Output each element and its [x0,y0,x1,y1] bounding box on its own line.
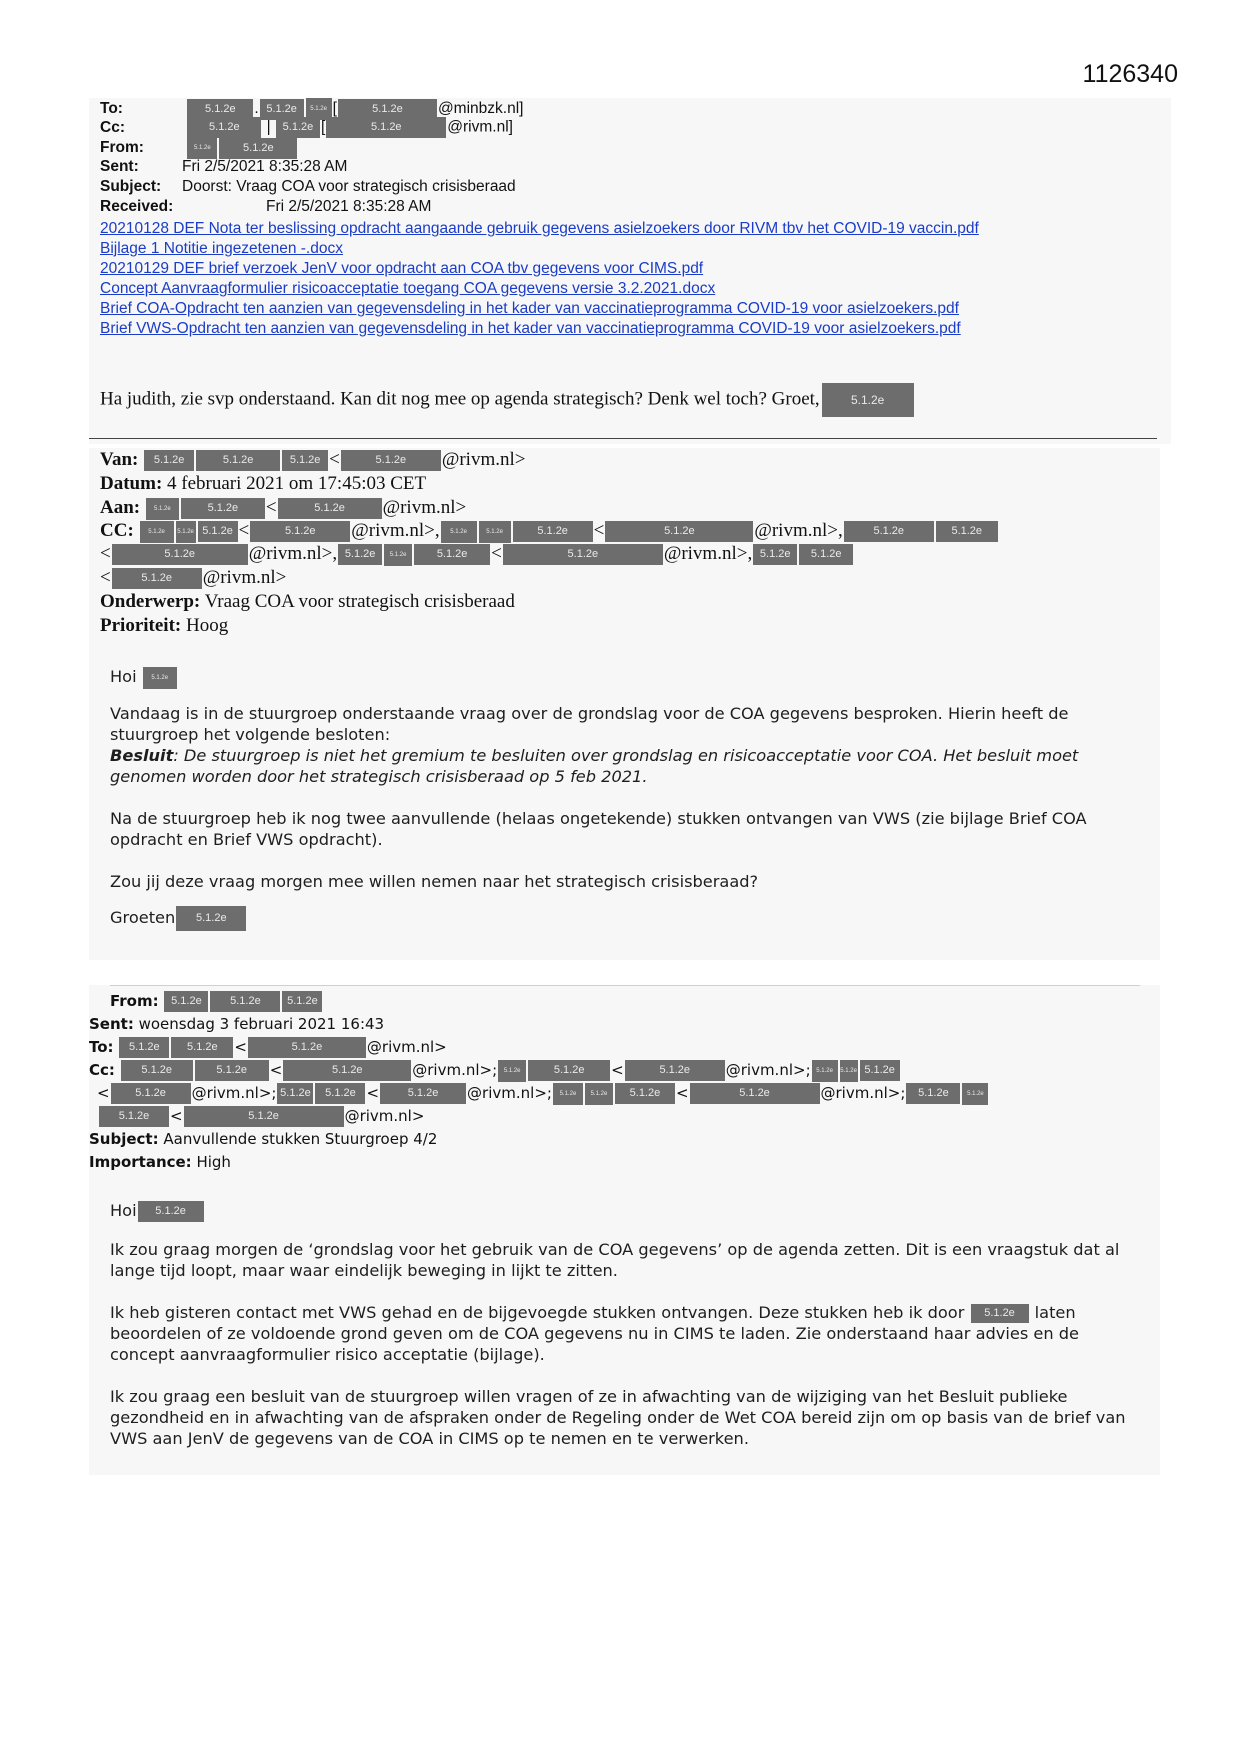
redaction: 5.1.2e [553,1083,583,1105]
redaction: 5.1.2e [812,1060,838,1082]
paragraph: Vandaag is in de stuurgroep onderstaande vraag over de grondslag voor de COA gegevens besproken. Hierin heeft de stuurgroep het volgende besloten: [110,703,1069,744]
aan-row: Aan: 5.1.2e 5.1.2e < 5.1.2e @rivm.nl> [100,497,467,518]
email-3 [89,985,1160,1475]
datum-row [100,472,426,496]
greeting [110,1200,1140,1222]
greeting-text: Hoi [110,1201,137,1220]
importance-row [89,1150,231,1174]
redaction: 5.1.2e [195,1060,269,1081]
email-domain: @rivm.nl>; [820,1084,906,1102]
onderwerp-label: Onderwerp: [100,591,201,612]
redaction: 5.1.2e [250,521,350,542]
aan-label: Aan: [100,497,141,518]
email-domain: @rivm.nl> [351,520,435,541]
redaction: 5.1.2e [196,450,280,471]
email-domain: @rivm.nl> [441,449,526,470]
redaction: 5.1.2e [283,1060,411,1081]
redaction: 5.1.2e [498,1060,526,1082]
redaction: 5.1.2e [184,1106,344,1127]
closing-text: Groeten [110,907,176,927]
importance-value: High [196,1153,231,1171]
subject-row [89,1127,437,1151]
redaction: 5.1.2e [181,498,265,519]
cc-domain: @rivm.nl] [447,118,513,136]
email-domain: @rivm.nl> [366,1038,447,1056]
redaction: 5.1.2e [326,117,446,138]
redaction: 5.1.2e [164,991,208,1012]
email-domain: @rivm.nl> [344,1107,425,1125]
redaction: 5.1.2e [315,1083,365,1104]
attachment-link[interactable]: Brief COA-Opdracht ten aanzien van gegevensdeling in het kader van vaccinatieprogramma COVID-19 voor asielzoekers.pdf [100,300,959,317]
subject-label: Subject: [100,178,162,195]
redaction: 5.1.2e [822,383,914,417]
redaction: 5.1.2e [753,544,797,565]
prioriteit-row [100,614,228,638]
to-label: To: [89,1038,114,1056]
attachment-link[interactable]: Concept Aanvraagformulier risicoacceptatie toegang COA gegevens versie 3.2.2021.docx [100,280,716,297]
redaction: 5.1.2e [146,498,179,520]
redaction: 5.1.2e [844,521,934,542]
subject-label: Subject: [89,1130,159,1148]
from-row [100,137,298,157]
redaction: 5.1.2e [513,521,593,542]
redaction: 5.1.2e [278,498,382,519]
redaction: 5.1.2e [260,99,304,120]
redaction: 5.1.2e [282,991,322,1012]
van-row: Van: 5.1.2e 5.1.2e 5.1.2e < 5.1.2e @rivm.nl> [100,449,526,470]
sent-value: woensdag 3 februari 2021 16:43 [138,1015,385,1033]
redaction: 5.1.2e [585,1083,613,1105]
cc-row: CC: 5.1.2e 5.1.2e 5.1.2e < 5.1.2e @rivm.nl>, 5.1.2e 5.1.2e 5.1.2e < 5.1.2e @rivm.nl>, 5.1.2e 5.1.2e [100,519,999,543]
divider [89,438,1157,439]
cc-label: Cc: [89,1061,115,1079]
redaction: 5.1.2e [219,138,297,159]
paragraph: Zou jij deze vraag morgen mee willen nemen naar het strategisch crisisberaad? [110,871,759,891]
from-row [110,989,323,1013]
email-header-1 [89,98,1171,444]
redaction: 5.1.2e [282,450,328,471]
redaction: 5.1.2e [605,521,753,542]
van-label: Van: [100,449,139,470]
email-domain: @rivm.nl> [663,543,748,564]
paragraph-part: laten beoordelen of ze voldoende grond geven om de COA gegevens nu in CIMS te laden. Zie onderstaand haar advies en de concept aanvraagformulier risico acceptatie (bijlage). [110,1303,1080,1364]
cc-label: CC: [100,520,134,541]
redaction: 5.1.2e [503,544,663,565]
email-domain: @rivm.nl>; [412,1061,498,1079]
redaction: 5.1.2e [341,450,441,471]
sent-row [100,157,347,177]
datum-label: Datum: [100,473,163,494]
email-domain: @rivm.nl> [248,543,333,564]
cc-row-2: < 5.1.2e @rivm.nl>, 5.1.2e 5.1.2e 5.1.2e < 5.1.2e @rivm.nl>, 5.1.2e 5.1.2e [100,542,854,566]
redaction: 5.1.2e [198,521,238,542]
redaction: 5.1.2e [380,1083,466,1104]
email-2-body [110,666,1140,931]
redaction: 5.1.2e [248,1037,366,1058]
besluit-label: Besluit [110,745,174,765]
redaction: 5.1.2e [171,1037,233,1058]
sent-label: Sent: [100,158,139,175]
email-domain: @rivm.nl> [202,567,287,588]
subject-value: Doorst: Vraag COA voor strategisch crisisberaad [182,178,516,195]
onderwerp-row [100,590,515,614]
redaction: 5.1.2e [99,1106,169,1127]
redaction: 5.1.2e [338,99,437,120]
paragraph: Ik zou graag morgen de ‘grondslag voor het gebruik van de COA gegevens’ op de agenda zetten. Dit is een vraagstuk dat al lange tijd loopt, maar waar eindelijk beweging in lijkt te zitten. [110,1240,1120,1280]
attachment-link[interactable]: 20210129 DEF brief verzoek JenV voor opdracht aan COA tbv gegevens voor CIMS.pdf [100,260,704,277]
attachment-link[interactable]: 20210128 DEF Nota ter beslissing opdracht aangaande gebruik gegevens asielzoekers door RIVM tbv het COVID-19 vaccin.pdf [100,220,979,237]
separator [110,985,1140,986]
redaction: 5.1.2e [625,1060,725,1081]
redaction: 5.1.2e [144,450,194,471]
cc-row-3: 5.1.2e < 5.1.2e @rivm.nl> [98,1104,424,1128]
cc-row: Cc: 5.1.2e 5.1.2e < 5.1.2e @rivm.nl>; 5.1.2e 5.1.2e < 5.1.2e @rivm.nl>; 5.1.2e 5.1.2e 5.1.2e [89,1058,901,1082]
to-label: To: [100,100,123,118]
greeting [110,666,1140,689]
greeting-text: Hoi [110,667,137,686]
redaction: 5.1.2e [799,544,853,565]
redaction: 5.1.2e [119,1037,169,1058]
onderwerp-value: Vraag COA voor strategisch crisisberaad [204,591,515,612]
sent-row [89,1012,384,1036]
prioriteit-label: Prioriteit: [100,615,182,636]
to-domain: @minbzk.nl] [437,100,524,118]
redaction: 5.1.2e [384,544,412,566]
cc-row-3: < 5.1.2e @rivm.nl> [100,567,287,588]
redaction: 5.1.2e [840,1060,858,1082]
attachment-link[interactable]: Brief VWS-Opdracht ten aanzien van gegevensdeling in het kader van vaccinatieprogramma COVID-19 voor asielzoekers.pdf [100,320,961,337]
redaction: 5.1.2e [690,1083,820,1104]
besluit-text: : De stuurgroep is niet het gremium te besluiten over grondslag en risicoacceptatie voor COA. Het besluit moet genomen worden door het strategisch crisisberaad op 5 feb 2021. [110,745,1079,786]
redaction: 5.1.2e [936,521,998,542]
redaction: 5.1.2e [187,117,261,138]
redaction: 5.1.2e [479,521,511,543]
closing [110,906,1140,931]
forward-message-text: Ha judith, zie svp onderstaand. Kan dit nog mee op agenda strategisch? Denk wel toch? Groet, [100,388,820,410]
redaction: 5.1.2e [112,544,248,565]
redaction: 5.1.2e [210,991,280,1012]
datum-value: 4 februari 2021 om 17:45:03 CET [167,473,427,494]
redaction: 5.1.2e [140,521,174,543]
redaction: 5.1.2e [962,1083,988,1105]
redaction: 5.1.2e [187,137,217,159]
redaction: 5.1.2e [306,98,332,120]
cc-row: Cc: 5.1.2e | 5.1.2e [ 5.1.2e @rivm.nl] [100,117,513,137]
besluit-paragraph [110,745,1140,787]
redaction: 5.1.2e [176,906,246,931]
paragraph [110,1302,1140,1365]
prioriteit-value: Hoog [185,615,229,636]
redaction: 5.1.2e [528,1060,610,1081]
redaction: 5.1.2e [906,1083,960,1104]
email-domain: @rivm.nl> [382,497,467,518]
email-2 [89,448,1160,960]
to-row: To: 5.1.2e . 5.1.2e 5.1.2e [ 5.1.2e @minbzk.nl] [100,98,523,118]
redaction: 5.1.2e [138,1201,204,1222]
redaction: 5.1.2e [111,1083,191,1104]
email-domain: @rivm.nl>; [191,1084,277,1102]
subject-value: Aanvullende stukken Stuurgroep 4/2 [163,1130,438,1148]
redaction: 5.1.2e [414,544,490,565]
cc-label: Cc: [100,118,125,136]
redaction: 5.1.2e [121,1060,193,1081]
forward-message [100,383,915,417]
redaction: 5.1.2e [143,667,177,689]
redaction: 5.1.2e [176,521,196,543]
redaction: 5.1.2e [112,568,202,589]
attachment-link[interactable]: Bijlage 1 Notitie ingezetenen -.docx [100,240,343,257]
subject-row [100,177,516,197]
email-3-body [110,1200,1140,1449]
document-id: 1126340 [1082,60,1178,88]
redaction: 5.1.2e [187,99,253,120]
sent-value: Fri 2/5/2021 8:35:28 AM [182,158,348,175]
email-domain: @rivm.nl>; [725,1061,811,1079]
from-label: From: [100,139,144,157]
importance-label: Importance: [89,1153,192,1171]
email-domain: @rivm.nl>; [467,1084,552,1102]
to-row: To: 5.1.2e 5.1.2e < 5.1.2e @rivm.nl> [89,1038,447,1056]
cc-row-2: < 5.1.2e @rivm.nl>; 5.1.2e 5.1.2e < 5.1.2e @rivm.nl>; 5.1.2e 5.1.2e 5.1.2e < 5.1.2e @rivm.nl>; 5.1.2e 5.1.2e [97,1081,989,1105]
received-label: Received: [100,198,174,215]
received-row [100,197,431,217]
paragraph: Na de stuurgroep heb ik nog twee aanvullende (helaas ongetekende) stukken ontvangen van VWS (zie bijlage Brief COA opdracht en Brief VWS opdracht). [110,808,1087,849]
redaction: 5.1.2e [860,1060,900,1081]
redaction: 5.1.2e [971,1304,1029,1323]
paragraph-part: Ik heb gisteren contact met VWS gehad en de bijgevoegde stukken ontvangen. Deze stukken heb ik door [110,1303,965,1322]
redaction: 5.1.2e [338,544,382,565]
redaction: 5.1.2e [276,117,320,138]
email-domain: @rivm.nl> [754,520,838,541]
redaction: 5.1.2e [615,1083,675,1104]
redaction: 5.1.2e [277,1083,313,1104]
paragraph: Ik zou graag een besluit van de stuurgroep willen vragen of ze in afwachting van de wijziging van het Besluit publieke gezondheid en in afwachting van de afspraken onder de Regeling onder de Wet COA bereid zijn om op basis van de brief van VWS aan JenV de gegevens van de COA in CIMS op te nemen en te verwerken. [110,1387,1126,1448]
sent-label: Sent: [89,1015,134,1033]
from-label: From: [110,992,159,1010]
received-value: Fri 2/5/2021 8:35:28 AM [266,198,432,215]
redaction: 5.1.2e [441,521,477,543]
